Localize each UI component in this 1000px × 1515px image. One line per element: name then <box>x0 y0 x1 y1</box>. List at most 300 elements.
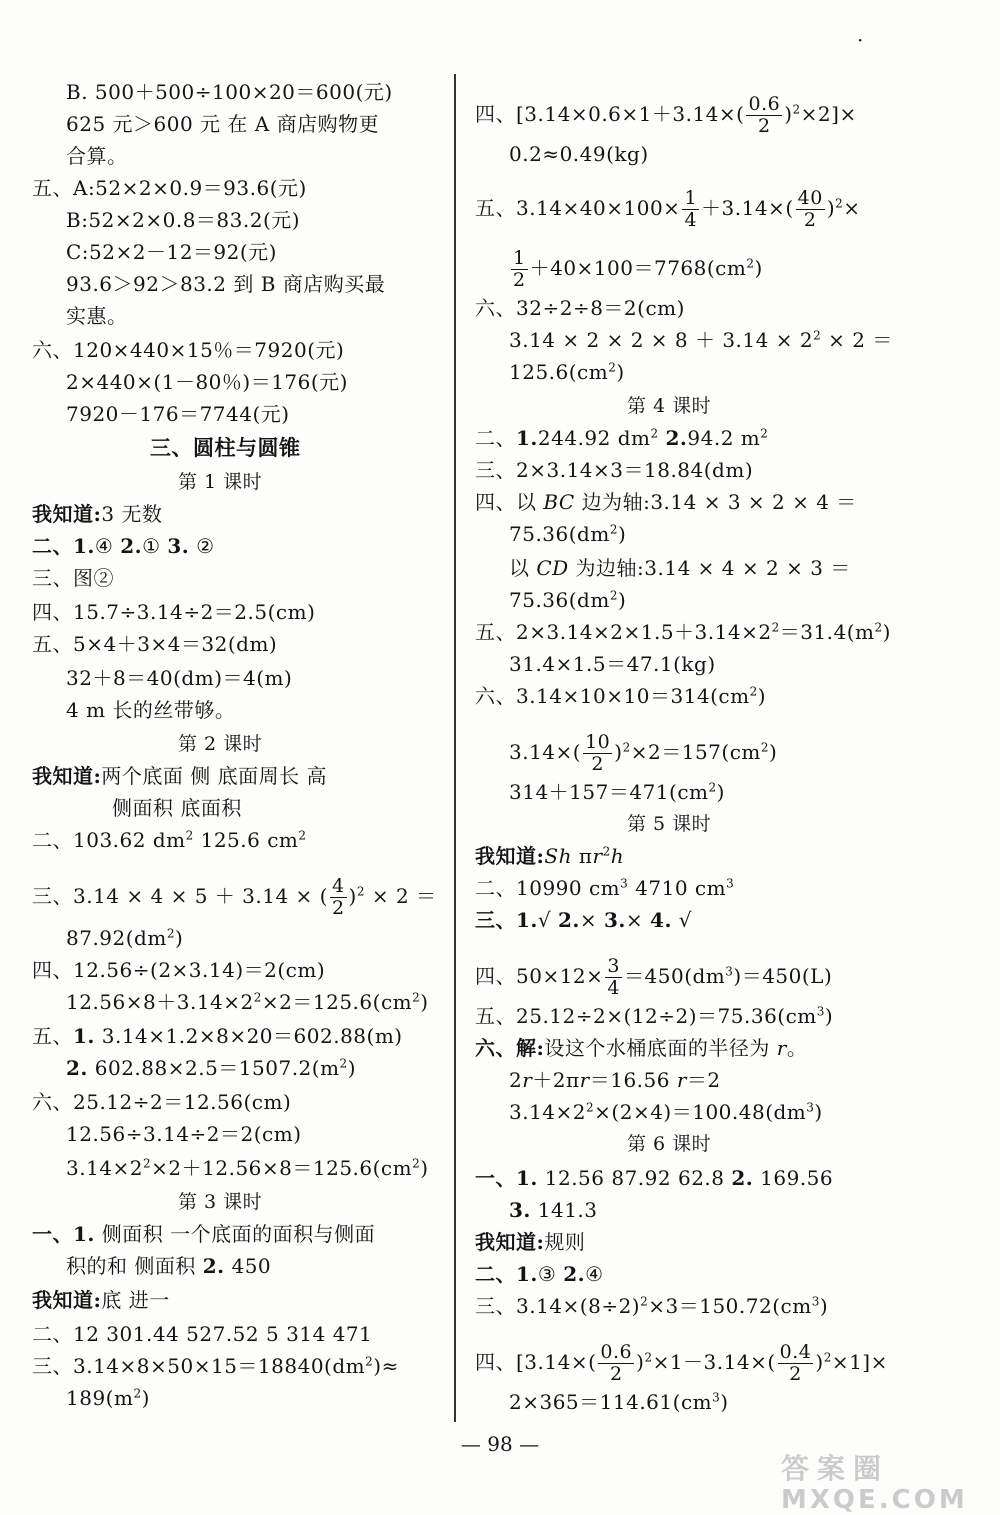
answer-text: 75.36(dm <box>509 588 610 612</box>
answer-text: 五、2×3.14×2×1.5＋3.14×2 <box>475 620 772 644</box>
answer-text: 450 <box>224 1254 272 1278</box>
answer-line <box>509 142 649 166</box>
answer-text: 六、25.12÷2＝12.56(cm) <box>32 1090 292 1114</box>
answer-text: ) <box>174 926 184 950</box>
answer-line <box>475 684 766 708</box>
exponent: 2 <box>253 990 262 1005</box>
answer-line <box>509 522 626 546</box>
fraction-numerator: 40 <box>797 187 823 209</box>
exponent: 2 <box>760 426 769 441</box>
answer-line <box>475 1004 833 1028</box>
answer-text: π <box>571 844 593 868</box>
answer-text: 二、103.62 dm <box>32 828 186 852</box>
answer-text: 四、[3.14×( <box>475 1350 597 1374</box>
answer-text: ) <box>882 620 891 644</box>
fraction-numerator: 0.4 <box>779 1341 812 1363</box>
answer-line <box>66 990 429 1014</box>
item-number: 六、解: <box>475 1036 545 1060</box>
answer-line <box>475 426 768 450</box>
answer-line <box>66 208 300 232</box>
exponent: 2 <box>622 740 631 755</box>
answer-text: 12.56×8＋3.14×2 <box>66 990 254 1014</box>
exponent: 2 <box>365 1354 374 1369</box>
answer-text: 244.92 dm <box>537 426 651 450</box>
answer-text: ) <box>716 780 725 804</box>
answer-text: ) <box>141 1386 150 1410</box>
answer-text: ) <box>636 1350 645 1374</box>
answer-text: 93.6＞92＞83.2 到 B 商店购买最 <box>66 272 386 296</box>
exponent: 2 <box>749 684 758 699</box>
answer-line <box>475 1262 604 1286</box>
item-number: 3. <box>509 1198 531 1222</box>
answer-text: 125.6 cm <box>193 828 299 852</box>
answer-line <box>509 780 725 804</box>
answer-text: 四、50×12× <box>475 964 604 988</box>
answer-text: 第 1 课时 <box>178 471 263 493</box>
column-divider <box>454 74 456 1422</box>
answer-text: h <box>610 844 625 868</box>
answer-text: ×(2×4)＝100.48(dm <box>594 1100 807 1124</box>
answer-text: 0.2≈0.49(kg) <box>509 142 649 166</box>
answer-text: r <box>592 844 603 868</box>
fraction-denominator: 2 <box>513 269 526 291</box>
answer-text: r <box>522 1068 533 1092</box>
answer-text: ) <box>784 102 793 126</box>
answer-text: 602.88×2.5＝1507.2(m <box>87 1056 340 1080</box>
answer-text: 87.92(dm <box>66 926 167 950</box>
answer-text: ×2＝125.6(cm <box>261 990 413 1014</box>
answer-text: r <box>676 1068 687 1092</box>
fraction-denominator: 2 <box>758 115 771 137</box>
answer-line <box>32 828 307 852</box>
answer-text: ② <box>189 534 215 558</box>
fraction-denominator: 4 <box>607 977 621 999</box>
answer-text: ) <box>348 884 357 908</box>
answer-text: √ <box>671 908 693 932</box>
exponent: 2 <box>133 1386 142 1401</box>
answer-text: ＝31.4(m <box>779 620 875 644</box>
exponent: 2 <box>609 522 618 537</box>
exponent: 2 <box>609 588 618 603</box>
watermark-site: MXQE.COM <box>781 1485 968 1515</box>
answer-line <box>66 926 183 950</box>
answer-line <box>32 1090 291 1114</box>
item-number: 二、1. <box>475 1262 538 1286</box>
answer-text: 3.14×2 <box>66 1156 144 1180</box>
answer-line <box>66 240 277 264</box>
fraction-numerator: 0.6 <box>600 1341 633 1363</box>
answer-text: 四、[3.14×0.6×1＋3.14×( <box>475 102 745 126</box>
answer-text: 125.6(cm <box>509 360 609 384</box>
item-number: 三、1. <box>475 908 538 932</box>
item-number: 1. <box>516 426 538 450</box>
exponent: 2 <box>813 328 822 343</box>
answer-line <box>509 248 763 291</box>
answer-text: ) <box>420 990 429 1014</box>
answer-line <box>32 566 114 590</box>
answer-text: ) <box>420 1156 429 1180</box>
item-number: 2. <box>120 534 143 558</box>
top-mark: · <box>857 28 864 52</box>
lesson-heading <box>178 732 262 756</box>
answer-text: ) <box>757 684 767 708</box>
exponent: 2 <box>835 196 844 211</box>
fraction <box>511 248 528 291</box>
answer-text: 7920－176＝7744(元) <box>66 402 290 426</box>
answer-text: 。 <box>786 1036 808 1060</box>
answer-text: )≈ <box>373 1354 399 1378</box>
fraction <box>583 732 612 775</box>
answer-text: 3 无数 <box>101 502 163 526</box>
answer-line <box>475 1230 585 1254</box>
fraction <box>605 956 622 999</box>
answer-text: ×2＋12.56×8＝125.6(cm <box>151 1156 413 1180</box>
answer-text: 第 5 课时 <box>627 813 712 835</box>
exponent: 3 <box>620 876 629 891</box>
answer-text: 4710 cm <box>628 876 727 900</box>
answer-text: ) <box>819 1294 829 1318</box>
answer-line <box>509 328 893 352</box>
item-number: 3. <box>167 534 190 558</box>
exponent: 2 <box>874 620 883 635</box>
answer-text: × <box>579 908 605 932</box>
lesson-heading <box>178 1190 262 1214</box>
item-number: 2. <box>563 1262 586 1286</box>
answer-line <box>475 1036 807 1060</box>
answer-text: ×1－3.14×( <box>652 1350 776 1374</box>
fraction-denominator: 2 <box>591 753 604 775</box>
answer-text: 四、以 <box>475 490 544 514</box>
answer-text: 底 进一 <box>101 1288 170 1312</box>
answer-text: 二、 <box>475 426 516 450</box>
answer-line <box>66 1386 150 1410</box>
exponent: 2 <box>602 844 611 859</box>
answer-line <box>475 844 624 868</box>
answer-text: CD <box>536 556 569 580</box>
item-number: 我知道: <box>32 502 102 526</box>
answer-line <box>475 956 832 999</box>
exponent: 2 <box>771 620 780 635</box>
answer-line <box>112 796 242 820</box>
item-number: 我知道: <box>32 1288 102 1312</box>
item-number: 我知道: <box>32 764 102 788</box>
answer-line <box>66 80 393 104</box>
answer-text: ) <box>347 1056 356 1080</box>
fraction-denominator: 4 <box>684 209 698 231</box>
answer-line <box>475 94 857 137</box>
answer-text: ) <box>617 588 627 612</box>
answer-text: 边为轴:3.14 × 3 × 2 × 4 ＝ <box>574 490 857 514</box>
answer-line <box>475 188 861 231</box>
answer-text: 2×365＝114.61(cm <box>509 1390 713 1414</box>
answer-text: 四、15.7÷3.14÷2＝2.5(cm) <box>32 600 316 624</box>
answer-text: × 2 ＝ <box>821 328 893 352</box>
answer-line <box>509 588 626 612</box>
answer-line <box>475 1342 888 1385</box>
fraction-numerator: 10 <box>585 731 611 753</box>
answer-text: 两个底面 侧 底面周长 高 <box>101 764 327 788</box>
answer-text <box>659 426 666 450</box>
answer-line <box>509 1068 721 1092</box>
watermark-logo <box>781 1447 986 1515</box>
answer-text: 4 m 长的丝带够。 <box>66 698 236 722</box>
answer-line <box>32 1322 372 1346</box>
fraction-numerator: 1 <box>513 247 526 269</box>
exponent: 2 <box>185 828 194 843</box>
answer-line <box>32 338 344 362</box>
exponent: 3 <box>811 1294 820 1309</box>
watermark-text: 答案圈 <box>781 1452 890 1485</box>
page-number: — 98 — <box>460 1432 540 1456</box>
answer-text: 为边轴:3.14 × 4 × 2 × 3 ＝ <box>568 556 851 580</box>
fraction-denominator: 2 <box>803 209 817 231</box>
answer-text: r <box>776 1036 787 1060</box>
answer-line <box>32 1288 170 1312</box>
answer-line <box>66 1156 429 1180</box>
answer-line <box>66 370 348 394</box>
answer-line <box>66 1056 356 1080</box>
answer-text: ) <box>769 740 778 764</box>
exponent: 2 <box>412 1156 421 1171</box>
answer-text: × 2 ＝ <box>365 884 437 908</box>
answer-line <box>32 502 162 526</box>
answer-text: BC <box>543 490 575 514</box>
answer-text: 三、2×3.14×3＝18.84(dm) <box>475 458 754 482</box>
answer-line <box>509 360 625 384</box>
answer-text: ) <box>754 256 763 280</box>
answer-text: 三、图② <box>32 566 114 590</box>
answer-text: 3.14 × 2 × 2 × 8 ＋ 3.14 × 2 <box>509 328 814 352</box>
answer-text: 规则 <box>544 1230 586 1254</box>
answer-text: ×1]× <box>831 1350 888 1374</box>
answer-line <box>66 1254 271 1278</box>
answer-line <box>32 1222 375 1246</box>
item-number: 我知道: <box>475 844 545 868</box>
answer-text: 2×440×(1－80％)＝176(元) <box>66 370 348 394</box>
answer-text: 2 <box>509 1068 523 1092</box>
answer-text: 五、 <box>32 1024 73 1048</box>
exponent: 2 <box>586 1100 595 1115</box>
answer-text: ×3＝150.72(cm <box>648 1294 812 1318</box>
item-number: 二、1. <box>32 534 95 558</box>
fraction-numerator: 4 <box>331 875 345 897</box>
answer-text: B. 500＋500÷100×20＝600(元) <box>66 80 393 104</box>
answer-line <box>509 732 777 775</box>
lesson-heading <box>627 394 711 418</box>
answer-text: 第 4 课时 <box>627 395 712 417</box>
answer-text: × <box>625 908 651 932</box>
answer-line <box>66 666 292 690</box>
answer-text: ) <box>815 1350 824 1374</box>
answer-text: 侧面积 一个底面的面积与侧面 <box>94 1222 376 1246</box>
answer-text: B:52×2×0.8＝83.2(元) <box>66 208 301 232</box>
exponent: 2 <box>298 828 307 843</box>
item-number: 我知道: <box>475 1230 545 1254</box>
answer-line <box>475 620 891 644</box>
answer-line <box>509 556 851 580</box>
answer-text: 314＋157＝471(cm <box>509 780 709 804</box>
fraction <box>682 188 699 231</box>
answer-text: 侧面积 底面积 <box>112 796 242 820</box>
exponent: 3 <box>725 964 734 979</box>
answer-text: 31.4×1.5＝47.1(kg) <box>509 652 716 676</box>
answer-text: √ <box>537 908 558 932</box>
answer-text: Sh <box>544 844 572 868</box>
answer-text: 实惠。 <box>66 304 128 328</box>
answer-text: 二、12 301.44 527.52 5 314 471 <box>32 1322 373 1346</box>
answer-line <box>32 1354 399 1378</box>
answer-text: 3.14×1.2×8×20＝602.88(m) <box>94 1024 403 1048</box>
fraction-denominator: 2 <box>331 897 345 919</box>
item-number: 一、1. <box>475 1166 538 1190</box>
fraction-numerator: 3 <box>607 955 621 977</box>
fraction-numerator: 0.6 <box>748 93 781 115</box>
answer-line <box>475 296 685 320</box>
item-number: 2. <box>66 1056 88 1080</box>
fraction-numerator: 1 <box>684 187 698 209</box>
answer-text: ＝2 <box>686 1068 721 1092</box>
answer-line <box>475 490 857 514</box>
lesson-heading <box>627 1132 711 1156</box>
answer-text: 三、3.14×8×50×15＝18840(dm <box>32 1354 366 1378</box>
exponent: 2 <box>640 1294 649 1309</box>
exponent: 3 <box>726 876 735 891</box>
fraction <box>330 876 347 919</box>
answer-line <box>32 534 215 558</box>
answer-line <box>66 112 379 136</box>
answer-text: ) <box>616 360 625 384</box>
answer-text: 五、A:52×2×0.9＝93.6(元) <box>32 176 307 200</box>
item-number: 2. <box>665 426 688 450</box>
answer-text: 二、10990 cm <box>475 876 621 900</box>
answer-line <box>32 958 325 982</box>
answer-line <box>32 764 327 788</box>
answer-text: ) <box>826 196 836 220</box>
answer-text: ① <box>142 534 168 558</box>
answer-line <box>509 1390 729 1414</box>
answer-text: 第 2 课时 <box>178 733 263 755</box>
answer-line <box>509 1100 823 1124</box>
lesson-heading <box>178 470 262 494</box>
item-number: 2. <box>731 1166 754 1190</box>
answer-line <box>66 144 128 168</box>
answer-text: 12.56 87.92 62.8 <box>537 1166 732 1190</box>
answer-text: C:52×2－12＝92(元) <box>66 240 277 264</box>
fraction <box>598 1342 634 1385</box>
answer-text: 75.36(dm <box>509 522 610 546</box>
answer-text: 第 3 课时 <box>178 1191 263 1213</box>
answer-text: ④ <box>585 1262 604 1286</box>
answer-text: ＝16.56 <box>589 1068 677 1092</box>
exponent: 2 <box>644 1350 653 1365</box>
answer-text: ③ <box>537 1262 564 1286</box>
answer-text: 169.56 <box>753 1166 834 1190</box>
answer-text: 五、25.12÷2×(12÷2)＝75.36(cm <box>475 1004 817 1028</box>
answer-text: 32＋8＝40(dm)＝4(m) <box>66 666 293 690</box>
exponent: 2 <box>339 1056 348 1071</box>
answer-text: 五、5×4＋3×4＝32(dm) <box>32 632 278 656</box>
fraction <box>796 188 825 231</box>
item-number: 一、1. <box>32 1222 95 1246</box>
answer-line <box>475 1166 833 1190</box>
item-number: 3. <box>604 908 626 932</box>
answer-text: 六、32÷2÷8＝2(cm) <box>475 296 685 320</box>
answer-text: ＋3.14×( <box>701 196 794 220</box>
answer-text: ＋40×100＝7768(cm <box>529 256 747 280</box>
answer-text: 3.14×( <box>509 740 582 764</box>
section-heading <box>150 436 301 460</box>
answer-line <box>475 458 753 482</box>
answer-text: 141.3 <box>530 1198 598 1222</box>
answer-text: ) <box>614 740 623 764</box>
answer-line <box>32 176 307 200</box>
answer-text: 六、120×440×15％＝7920(元) <box>32 338 345 362</box>
answer-text: ) <box>617 522 627 546</box>
fraction <box>778 1342 814 1385</box>
exponent: 2 <box>650 426 659 441</box>
answer-line <box>66 304 128 328</box>
answer-line <box>66 1122 302 1146</box>
answer-line <box>32 600 315 624</box>
answer-text: )＝450(L) <box>733 964 833 988</box>
answer-text: ④ <box>94 534 121 558</box>
answer-text: 189(m <box>66 1386 134 1410</box>
item-number: 2. <box>202 1254 225 1278</box>
answer-text: 三、3.14 × 4 × 5 ＋ 3.14 × ( <box>32 884 328 908</box>
exponent: 3 <box>806 1100 815 1115</box>
item-number: 4. <box>650 908 672 932</box>
item-number: 1. <box>73 1024 95 1048</box>
answer-text: 以 <box>509 556 537 580</box>
exponent: 2 <box>166 926 175 941</box>
answer-text: ) <box>814 1100 823 1124</box>
answer-line <box>32 632 277 656</box>
answer-text: 四、12.56÷(2×3.14)＝2(cm) <box>32 958 326 982</box>
answer-text: ×2]× <box>800 102 857 126</box>
answer-text: 六、3.14×10×10＝314(cm <box>475 684 750 708</box>
answer-text: 五、3.14×40×100× <box>475 196 681 220</box>
answer-text: 合算。 <box>66 144 128 168</box>
answer-text: 第 6 课时 <box>627 1133 712 1155</box>
answer-line <box>32 1024 403 1048</box>
exponent: 2 <box>760 740 769 755</box>
answer-text: ＝450(dm <box>624 964 726 988</box>
answer-text: 3.14×2 <box>509 1100 587 1124</box>
item-number: 2. <box>558 908 580 932</box>
exponent: 2 <box>608 360 617 375</box>
exponent: 2 <box>143 1156 152 1171</box>
lesson-heading <box>627 812 711 836</box>
answer-text: 设这个水桶底面的半径为 <box>544 1036 777 1060</box>
exponent: 2 <box>412 990 421 1005</box>
answer-text: × <box>843 196 861 220</box>
answer-line <box>509 652 716 676</box>
exponent: 3 <box>712 1390 721 1405</box>
answer-text: 94.2 m <box>687 426 761 450</box>
answer-text: 625 元＞600 元 在 A 商店购物更 <box>66 112 380 136</box>
answer-text: ×2＝157(cm <box>630 740 761 764</box>
fraction-denominator: 2 <box>789 1363 802 1385</box>
answer-text: ) <box>720 1390 729 1414</box>
answer-text: 积的和 侧面积 <box>66 1254 203 1278</box>
answer-line <box>66 402 290 426</box>
answer-text: 三、3.14×(8÷2) <box>475 1294 641 1318</box>
answer-line <box>32 876 437 919</box>
answer-line <box>475 908 692 932</box>
exponent: 3 <box>816 1004 825 1019</box>
exponent: 2 <box>356 884 365 899</box>
answer-text: ＋2π <box>532 1068 580 1092</box>
